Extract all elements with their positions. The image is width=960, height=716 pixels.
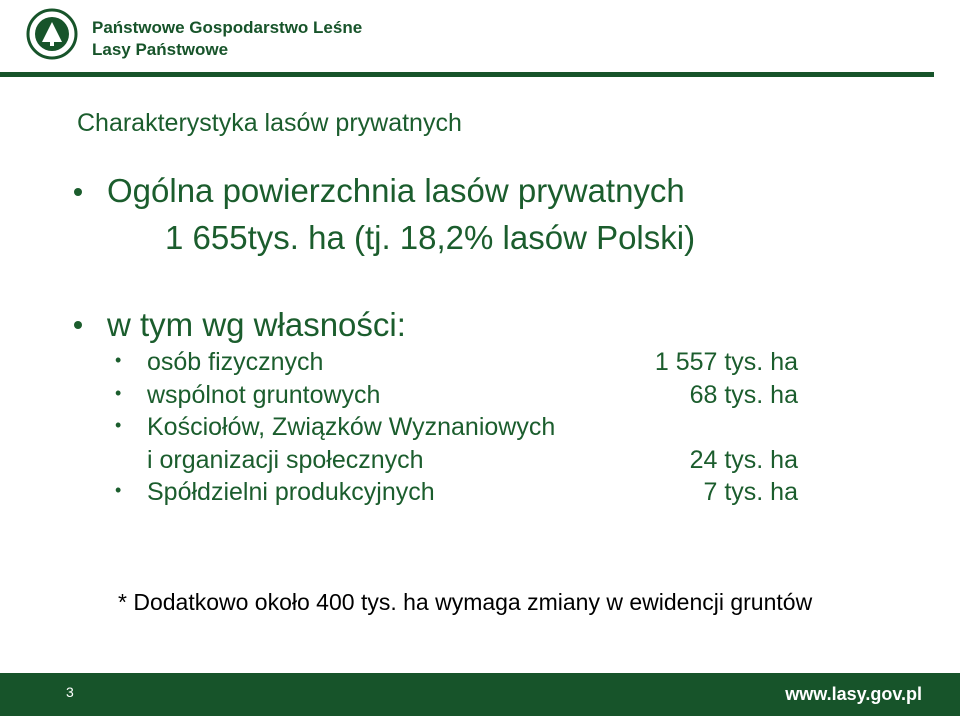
brand-name-line1: Państwowe Gospodarstwo Leśne — [92, 18, 363, 37]
ownership-label-3-line1: Kościołów, Związków Wyznaniowych — [147, 413, 556, 441]
main-item-2: w tym wg własności: — [107, 306, 406, 343]
ownership-value-4: 7 tys. ha — [703, 478, 798, 506]
ownership-value-2: 68 tys. ha — [689, 381, 798, 409]
header-divider — [0, 72, 934, 77]
ownership-label-1: osób fizycznych — [147, 348, 324, 376]
footnote: * Dodatkowo około 400 tys. ha wymaga zmiany w ewidencji gruntów — [118, 589, 813, 615]
ownership-label-4: Spółdzielni produkcyjnych — [147, 478, 435, 506]
lasy-panstwowe-logo-icon — [26, 8, 78, 60]
main-item-1-line1: Ogólna powierzchnia lasów prywatnych — [107, 172, 685, 209]
bullet-icon — [74, 321, 82, 329]
sub-bullet-icon: • — [115, 415, 122, 435]
ownership-label-3-line2: i organizacji społecznych — [147, 446, 424, 474]
sub-bullet-icon: • — [115, 350, 122, 370]
footer-website-link[interactable]: www.lasy.gov.pl — [785, 684, 922, 704]
ownership-value-3: 24 tys. ha — [689, 446, 798, 474]
sub-bullet-icon: • — [115, 383, 122, 403]
slide-title: Charakterystyka lasów prywatnych — [77, 109, 462, 137]
bullet-icon — [74, 188, 82, 196]
main-item-1-line2: 1 655tys. ha (tj. 18,2% lasów Polski) — [165, 219, 696, 256]
ownership-value-1: 1 557 tys. ha — [654, 348, 798, 376]
brand-name-line2: Lasy Państwowe — [92, 40, 229, 59]
ownership-label-2: wspólnot gruntowych — [147, 381, 381, 409]
page-number: 3 — [66, 684, 74, 700]
sub-bullet-icon: • — [115, 480, 122, 500]
